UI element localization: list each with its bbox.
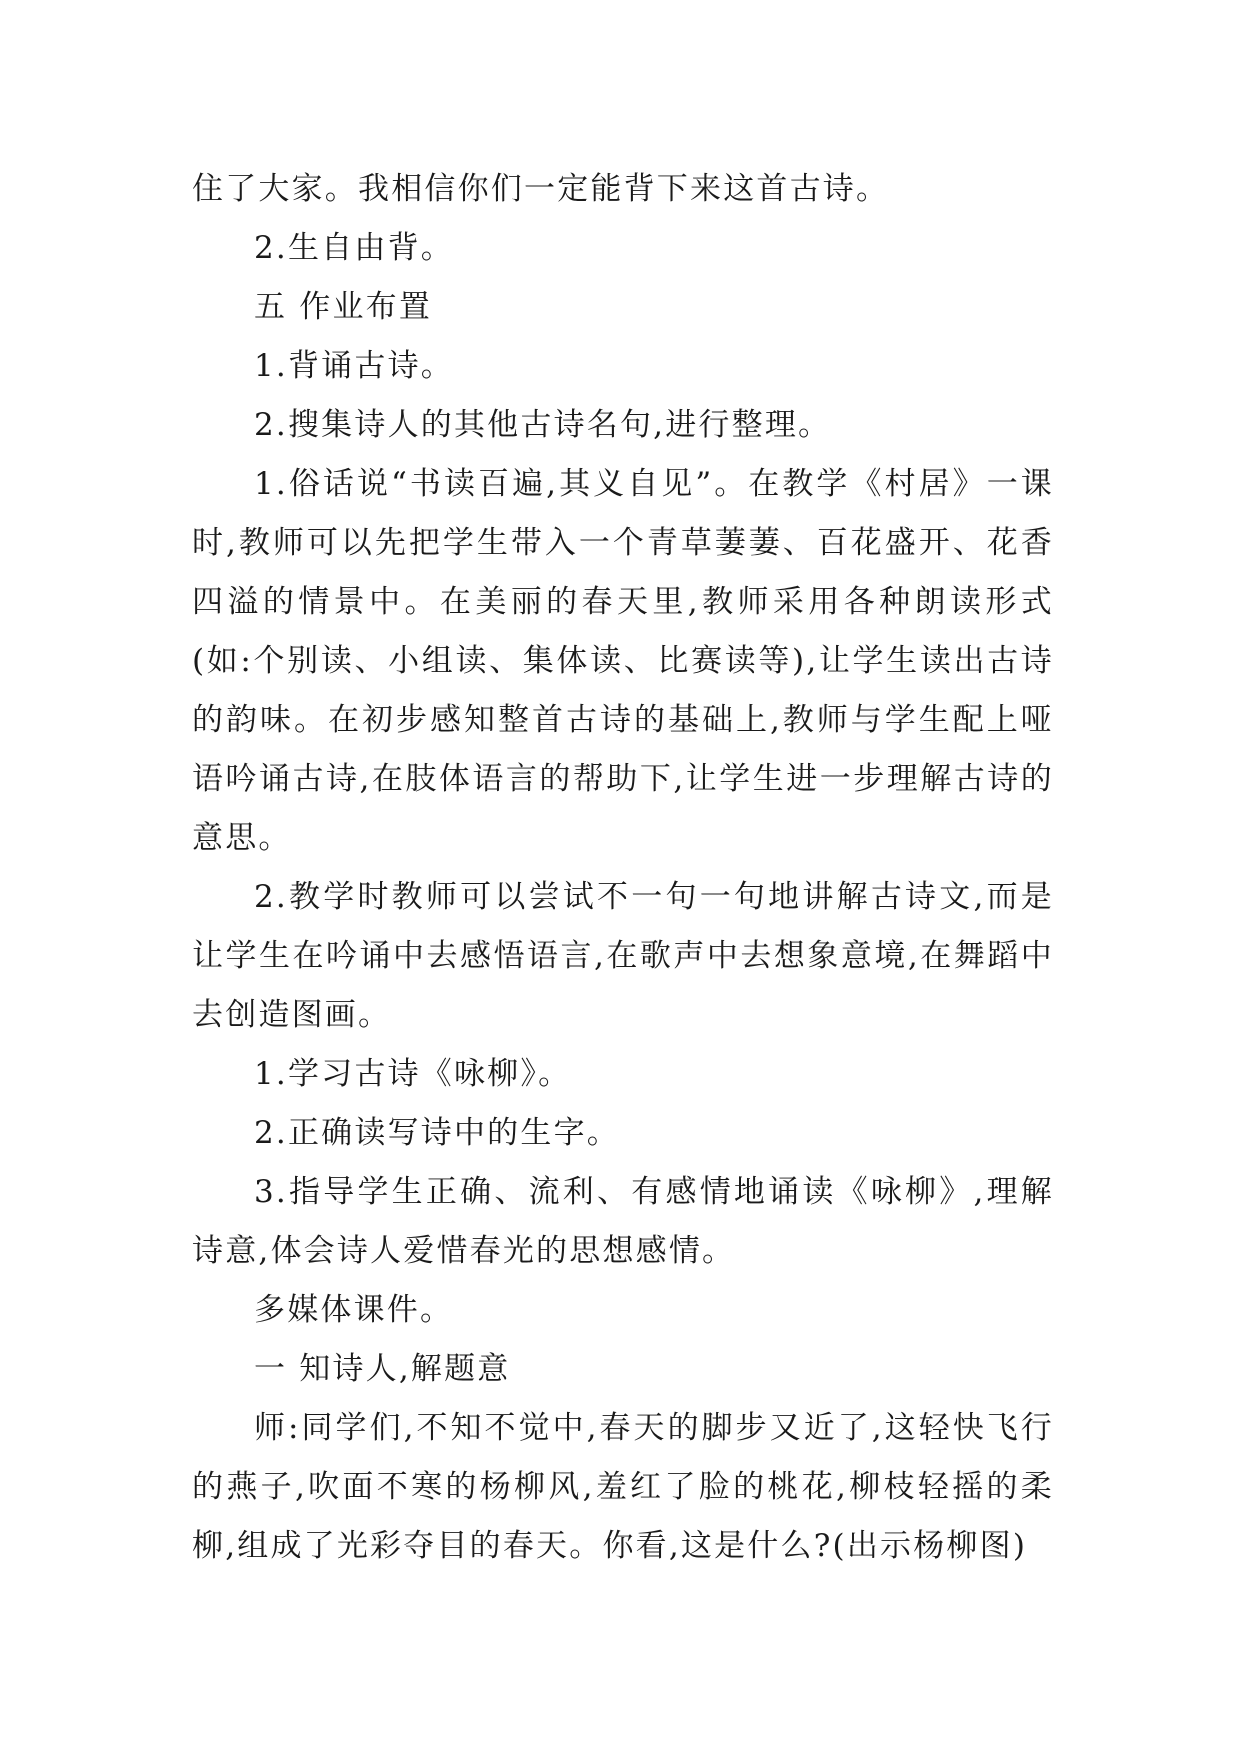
section-heading: 一 知诗人,解题意: [254, 1351, 511, 1387]
paragraph: 住了大家。我相信你们一定能背下来这首古诗。: [192, 171, 890, 207]
paragraph: 1.背诵古诗。: [254, 348, 454, 384]
document-body: [192, 160, 1054, 1576]
paragraph: 3.指导学生正确、流利、有感情地诵读《咏柳》,理解诗意,体会诗人爱惜春光的思想感情。: [192, 1174, 1054, 1269]
section-heading: 五 作业布置: [254, 289, 433, 325]
paragraph: 2.搜集诗人的其他古诗名句,进行整理。: [254, 407, 832, 443]
paragraph: 1.俗话说“书读百遍,其义自见”。在教学《村居》一课时,教师可以先把学生带入一个青草萋萋、百花盛开、花香四溢的情景中。在美丽的春天里,教师采用各种朗读形式(如:个别读、小组读、集体读、比赛读等),让学生读出古诗的韵味。在初步感知整首古诗的基础上,教师与学生配上哑语吟诵古诗,在肢体语言的帮助下,让学生进一步理解古诗的意思。: [192, 466, 1054, 856]
paragraph: 2.教学时教师可以尝试不一句一句地讲解古诗文,而是让学生在吟诵中去感悟语言,在歌声中去想象意境,在舞蹈中去创造图画。: [192, 879, 1054, 1033]
paragraph: 2.生自由背。: [254, 230, 454, 266]
paragraph: 1.学习古诗《咏柳》。: [254, 1056, 572, 1092]
paragraph: 2.正确读写诗中的生字。: [254, 1115, 620, 1151]
paragraph: 多媒体课件。: [254, 1292, 454, 1328]
paragraph: 师:同学们,不知不觉中,春天的脚步又近了,这轻快飞行的燕子,吹面不寒的杨柳风,羞红了脸的桃花,柳枝轻摇的柔柳,组成了光彩夺目的春天。你看,这是什么?(出示杨柳图): [192, 1410, 1054, 1564]
